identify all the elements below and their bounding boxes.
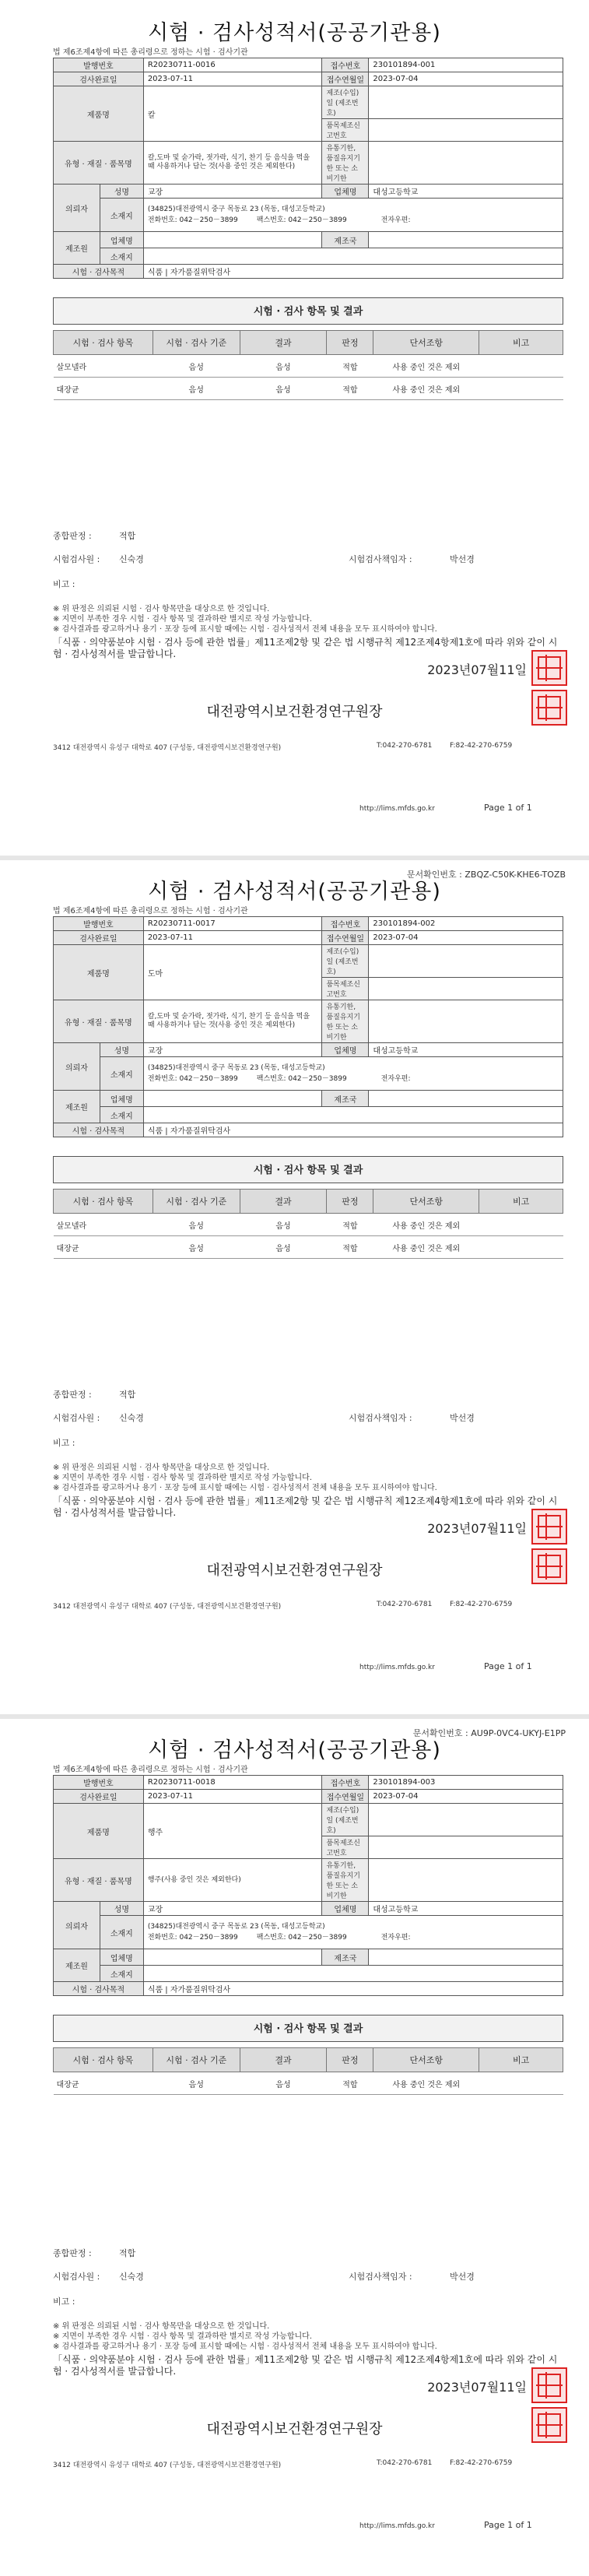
result-verdict: 적합 (327, 1236, 373, 1259)
result-verdict: 적합 (327, 355, 373, 378)
exam-date-label: 검사완료일 (54, 931, 144, 945)
result-note (479, 2072, 563, 2095)
client-address-block (143, 1916, 563, 1949)
maker-company-label: 업체명 (100, 1091, 143, 1107)
result-standard: 음성 (153, 1214, 240, 1236)
receipt-date-label: 접수연월일 (322, 72, 369, 86)
client-fax: 팩스번호: 042－250－3899 (256, 1074, 347, 1083)
maker-import (369, 86, 563, 119)
issuing-organization: 대전광역시보건환경연구원장 (206, 704, 383, 720)
client-address-label: 소재지 (100, 199, 143, 232)
law-line: 법 제6조제4항에 따른 총리령으로 정하는 시험 · 검사기관 (53, 907, 248, 915)
table-row (54, 2072, 563, 2095)
product-label: 제품명 (54, 86, 144, 142)
note-line: ※ 지면이 부족한 경우 시험 · 검사 항목 및 결과하란 별지로 작성 가능합니다. (53, 2332, 313, 2341)
type-value: 칼,도마 및 숟가락, 젓가락, 식기, 찬기 등 음식을 먹을 때 사용하거나 담는 것(사용 중인 것은 제외한다) (143, 142, 322, 185)
inspector-name: 신숙경 (119, 1413, 144, 1423)
maker-import-label: 제조(수입)일 (제조번호) (322, 1804, 369, 1836)
result-header: 비고 (479, 2048, 563, 2072)
expiry-value (369, 1000, 563, 1043)
exam-date: 2023-07-11 (143, 72, 322, 86)
client-company: 대성고등학교 (369, 1902, 563, 1916)
client-address-block (143, 1057, 563, 1091)
result-verdict: 적합 (327, 2072, 373, 2095)
result-verdict: 적합 (327, 1214, 373, 1236)
purpose-label: 시험 · 검사목적 (54, 265, 144, 279)
result-clause: 사용 중인 것은 제외 (373, 1236, 479, 1259)
receipt-date: 2023-07-04 (369, 1790, 563, 1804)
results-table (53, 330, 563, 400)
maker-country (369, 232, 563, 248)
info-table (53, 58, 563, 279)
inspector-label: 시험검사원 : (53, 2272, 100, 2282)
item-report (369, 119, 563, 142)
org-fax: F:82-42-270-6759 (450, 2459, 513, 2467)
result-value: 음성 (240, 355, 327, 378)
note-line: ※ 위 판정은 의뢰된 시험 · 검사 항목만을 대상으로 한 것입니다. (53, 1464, 270, 1472)
lims-url[interactable]: http://lims.mfds.go.kr (359, 805, 435, 813)
result-header: 비고 (479, 1190, 563, 1214)
maker-country (369, 1949, 563, 1966)
notes (53, 604, 437, 634)
result-header: 시험 · 검사 항목 (54, 331, 153, 355)
result-header: 결과 (240, 2048, 327, 2072)
product-name: 칼 (143, 86, 322, 142)
maker-company (143, 1091, 322, 1107)
remarks-label: 비고 : (53, 579, 75, 589)
page-title (0, 16, 589, 46)
lims-url[interactable]: http://lims.mfds.go.kr (359, 1664, 435, 1671)
maker-import-label: 제조(수입)일 (제조번호) (322, 86, 369, 119)
product-name: 행주 (143, 1804, 322, 1859)
type-label: 유형 · 재질 · 품목명 (54, 142, 144, 185)
results-section-title: 시험 · 검사 항목 및 결과 (53, 2015, 563, 2042)
result-value: 음성 (240, 1236, 327, 1259)
results-section-title: 시험 · 검사 항목 및 결과 (53, 297, 563, 325)
note-line: ※ 지면이 부족한 경우 시험 · 검사 항목 및 결과하란 별지로 작성 가능합니다. (53, 615, 313, 624)
client-company-label: 업체명 (322, 1043, 369, 1057)
org-address: 3412 대전광역시 유성구 대학로 407 (구성동, 대전광역시보건환경연구원) (53, 1603, 282, 1611)
receipt-no-label: 접수번호 (322, 58, 369, 72)
notes (53, 2321, 437, 2352)
official-seal (531, 690, 567, 726)
client-fax: 팩스번호: 042－250－3899 (256, 1933, 347, 1942)
result-header: 판정 (327, 2048, 373, 2072)
issue-no-label: 발행번호 (54, 1776, 144, 1790)
note-line: ※ 검사결과를 광고하거나 용기 · 포장 등에 표시할 때에는 시험 · 검사성적서 전체 내용을 모두 표시하여야 합니다. (53, 625, 437, 634)
result-header: 시험 · 검사 항목 (54, 1190, 153, 1214)
result-verdict: 적합 (327, 378, 373, 400)
lims-url[interactable]: http://lims.mfds.go.kr (359, 2522, 435, 2530)
client-label: 의뢰자 (54, 1043, 100, 1091)
item-report-label: 품목제조신고번호 (322, 1836, 369, 1859)
exam-date-label: 검사완료일 (54, 1790, 144, 1804)
receipt-no: 230101894-002 (369, 917, 563, 931)
law-line: 법 제6조제4항에 따른 총리령으로 정하는 시험 · 검사기관 (53, 48, 248, 57)
result-header: 단서조항 (373, 2048, 479, 2072)
result-header: 판정 (327, 331, 373, 355)
client-address-label: 소재지 (100, 1057, 143, 1091)
client-company-label: 업체명 (322, 1902, 369, 1916)
client-label: 의뢰자 (54, 1902, 100, 1949)
official-seal (531, 1509, 567, 1545)
type-label: 유형 · 재질 · 품목명 (54, 1859, 144, 1902)
expiry-value (369, 1859, 563, 1902)
maker-address (143, 1107, 563, 1123)
client-address-label: 소재지 (100, 1916, 143, 1949)
result-header: 단서조항 (373, 331, 479, 355)
page-indicator: Page 1 of 1 (484, 2520, 532, 2530)
result-note (479, 355, 563, 378)
org-address: 3412 대전광역시 유성구 대학로 407 (구성동, 대전광역시보건환경연구원) (53, 2462, 282, 2469)
issuing-organization: 대전광역시보건환경연구원장 (206, 2421, 383, 2437)
doc-confirm-number: 문서확인번호 : AU9P-0VC4-UKYJ-E1PP (412, 1728, 566, 1738)
overall-value: 적합 (119, 2248, 136, 2258)
maker-company-label: 업체명 (100, 232, 143, 248)
note-line: ※ 위 판정은 의뢰된 시험 · 검사 항목만을 대상으로 한 것입니다. (53, 2322, 270, 2331)
report-page (0, 859, 589, 1717)
client-fax: 팩스번호: 042－250－3899 (256, 216, 347, 224)
receipt-date: 2023-07-04 (369, 931, 563, 945)
table-row (54, 1236, 563, 1259)
inspector-label: 시험검사원 : (53, 1413, 100, 1423)
client-name-label: 성명 (100, 1902, 143, 1916)
overall-label: 종합판정 : (53, 2248, 92, 2258)
maker-company-label: 업체명 (100, 1949, 143, 1966)
result-item: 대장균 (54, 2072, 153, 2095)
result-header: 시험 · 검사 기준 (153, 331, 240, 355)
issue-no-label: 발행번호 (54, 58, 144, 72)
issue-no: R20230711-0016 (143, 58, 322, 72)
item-report-label: 품목제조신고번호 (322, 978, 369, 1000)
maker-import-label: 제조(수입)일 (제조번호) (322, 945, 369, 978)
manager-label: 시험검사책임자 : (349, 2272, 412, 2282)
results-table (53, 1189, 563, 1259)
purpose-label: 시험 · 검사목적 (54, 1982, 144, 1996)
inspector-name: 신숙경 (119, 554, 144, 564)
inspector-name: 신숙경 (119, 2272, 144, 2282)
result-value: 음성 (240, 378, 327, 400)
maker-address-label: 소재지 (100, 248, 143, 265)
type-value: 칼,도마 및 숟가락, 젓가락, 식기, 찬기 등 음식을 먹을 때 사용하거나 담는 것(사용 중인 것은 제외한다) (143, 1000, 322, 1043)
type-label: 유형 · 재질 · 품목명 (54, 1000, 144, 1043)
issue-date: 2023년07월11일 (427, 2380, 527, 2395)
purpose-value: 식품 | 자가품질위탁검사 (143, 265, 563, 279)
legal-reference: 「식품 · 의약품분야 시험 · 검사 등에 관한 법률」제11조제2항 및 같은 법 시행규칙 제12조제4항제1호에 따라 위와 같이 시험 · 검사성적서를 발급합니다. (53, 2354, 558, 2377)
client-email: 전자우편: (380, 216, 411, 224)
title-sub: (공공기관용) (317, 1738, 441, 1762)
result-item: 살모넬라 (54, 1214, 153, 1236)
note-line: ※ 지면이 부족한 경우 시험 · 검사 항목 및 결과하란 별지로 작성 가능합니다. (53, 1474, 313, 1482)
product-label: 제품명 (54, 1804, 144, 1859)
doc-confirm-number: 문서확인번호 : ZBQZ-C50K-KHE6-TOZB (406, 870, 566, 880)
manager-label: 시험검사책임자 : (349, 1413, 412, 1423)
expiry-value (369, 142, 563, 185)
remarks-label: 비고 : (53, 2297, 75, 2307)
client-address-block (143, 199, 563, 232)
org-tel: T:042-270-6781 (377, 742, 433, 750)
issue-no-label: 발행번호 (54, 917, 144, 931)
legal-reference: 「식품 · 의약품분야 시험 · 검사 등에 관한 법률」제11조제2항 및 같은 법 시행규칙 제12조제4항제1호에 따라 위와 같이 시험 · 검사성적서를 발급합니다. (53, 637, 558, 659)
official-seal (531, 1548, 567, 1584)
results-section-title: 시험 · 검사 항목 및 결과 (53, 1156, 563, 1183)
org-address: 3412 대전광역시 유성구 대학로 407 (구성동, 대전광역시보건환경연구원) (53, 744, 282, 752)
exam-date: 2023-07-11 (143, 931, 322, 945)
exam-date: 2023-07-11 (143, 1790, 322, 1804)
client-name-label: 성명 (100, 185, 143, 199)
org-fax: F:82-42-270-6759 (450, 1601, 513, 1608)
result-header: 판정 (327, 1190, 373, 1214)
result-header: 시험 · 검사 항목 (54, 2048, 153, 2072)
client-name: 교장 (143, 185, 322, 199)
receipt-no-label: 접수번호 (322, 1776, 369, 1790)
note-line: ※ 검사결과를 광고하거나 용기 · 포장 등에 표시할 때에는 시험 · 검사성적서 전체 내용을 모두 표시하여야 합니다. (53, 2342, 437, 2351)
table-row (54, 355, 563, 378)
receipt-date: 2023-07-04 (369, 72, 563, 86)
manager-name: 박선경 (450, 2272, 475, 2282)
client-company-label: 업체명 (322, 185, 369, 199)
manager-label: 시험검사책임자 : (349, 554, 412, 564)
result-value: 음성 (240, 2072, 327, 2095)
title-main: 시험 · 검사성적서 (148, 880, 318, 904)
expiry-label: 유통기한, 품질유지기한 또는 소비기한 (322, 1000, 369, 1043)
maker-company (143, 232, 322, 248)
client-name: 교장 (143, 1043, 322, 1057)
maker-address (143, 1966, 563, 1982)
maker-address-label: 소재지 (100, 1107, 143, 1123)
manager-name: 박선경 (450, 554, 475, 564)
client-label: 의뢰자 (54, 185, 100, 232)
item-report (369, 1836, 563, 1859)
result-header: 결과 (240, 331, 327, 355)
result-standard: 음성 (153, 378, 240, 400)
receipt-no: 230101894-001 (369, 58, 563, 72)
result-header: 시험 · 검사 기준 (153, 2048, 240, 2072)
result-standard: 음성 (153, 355, 240, 378)
result-header: 결과 (240, 1190, 327, 1214)
client-name: 교장 (143, 1902, 322, 1916)
client-tel: 전화번호: 042－250－3899 (147, 216, 238, 224)
client-name-label: 성명 (100, 1043, 143, 1057)
title-main: 시험 · 검사성적서 (148, 21, 318, 45)
client-tel: 전화번호: 042－250－3899 (147, 1933, 238, 1942)
official-seal (531, 2407, 567, 2443)
manufacturer-label: 제조원 (54, 1091, 100, 1123)
product-label: 제품명 (54, 945, 144, 1000)
table-row (54, 1214, 563, 1236)
result-header: 시험 · 검사 기준 (153, 1190, 240, 1214)
result-value: 음성 (240, 1214, 327, 1236)
type-value: 행주(사용 중인 것은 제외한다) (143, 1859, 322, 1902)
client-address: (34825)대전광역시 중구 목동로 23 (목동, 대성고등학교) (147, 205, 325, 213)
client-address: (34825)대전광역시 중구 목동로 23 (목동, 대성고등학교) (147, 1063, 325, 1072)
org-tel: T:042-270-6781 (377, 2459, 433, 2467)
maker-address (143, 248, 563, 265)
purpose-value: 식품 | 자가품질위탁검사 (143, 1982, 563, 1996)
result-note (479, 1236, 563, 1259)
client-tel: 전화번호: 042－250－3899 (147, 1074, 238, 1083)
manufacturer-label: 제조원 (54, 1949, 100, 1982)
page-indicator: Page 1 of 1 (484, 1661, 532, 1671)
client-email: 전자우편: (380, 1933, 411, 1942)
purpose-label: 시험 · 검사목적 (54, 1123, 144, 1137)
manufacturer-label: 제조원 (54, 232, 100, 265)
receipt-date-label: 접수연월일 (322, 1790, 369, 1804)
note-line: ※ 위 판정은 의뢰된 시험 · 검사 항목만을 대상으로 한 것입니다. (53, 605, 270, 613)
note-line: ※ 검사결과를 광고하거나 용기 · 포장 등에 표시할 때에는 시험 · 검사성적서 전체 내용을 모두 표시하여야 합니다. (53, 1484, 437, 1492)
title-sub: (공공기관용) (317, 880, 441, 904)
result-clause: 사용 중인 것은 제외 (373, 2072, 479, 2095)
maker-import (369, 945, 563, 978)
overall-value: 적합 (119, 531, 136, 541)
title-sub: (공공기관용) (317, 21, 441, 45)
receipt-no: 230101894-003 (369, 1776, 563, 1790)
overall-value: 적합 (119, 1390, 136, 1400)
result-note (479, 378, 563, 400)
maker-import (369, 1804, 563, 1836)
overall-label: 종합판정 : (53, 531, 92, 541)
table-row (54, 378, 563, 400)
official-seal (531, 2367, 567, 2403)
maker-country (369, 1091, 563, 1107)
issue-date: 2023년07월11일 (427, 1521, 527, 1536)
report-page (0, 1717, 589, 2576)
remarks-label: 비고 : (53, 1438, 75, 1448)
expiry-label: 유통기한, 품질유지기한 또는 소비기한 (322, 1859, 369, 1902)
manager-name: 박선경 (450, 1413, 475, 1423)
law-line: 법 제6조제4항에 따른 총리령으로 정하는 시험 · 검사기관 (53, 1766, 248, 1774)
expiry-label: 유통기한, 품질유지기한 또는 소비기한 (322, 142, 369, 185)
result-header: 단서조항 (373, 1190, 479, 1214)
exam-date-label: 검사완료일 (54, 72, 144, 86)
item-report (369, 978, 563, 1000)
client-email: 전자우편: (380, 1074, 411, 1083)
result-clause: 사용 중인 것은 제외 (373, 1214, 479, 1236)
result-header: 비고 (479, 331, 563, 355)
legal-reference: 「식품 · 의약품분야 시험 · 검사 등에 관한 법률」제11조제2항 및 같은 법 시행규칙 제12조제4항제1호에 따라 위와 같이 시험 · 검사성적서를 발급합니다. (53, 1495, 558, 1518)
org-fax: F:82-42-270-6759 (450, 742, 513, 750)
issuing-organization: 대전광역시보건환경연구원장 (206, 1562, 383, 1579)
result-note (479, 1214, 563, 1236)
product-name: 도마 (143, 945, 322, 1000)
maker-company (143, 1949, 322, 1966)
results-table (53, 2047, 563, 2095)
page-indicator: Page 1 of 1 (484, 803, 532, 813)
official-seal (531, 650, 567, 686)
client-address: (34825)대전광역시 중구 목동로 23 (목동, 대성고등학교) (147, 1922, 325, 1931)
client-company: 대성고등학교 (369, 1043, 563, 1057)
maker-address-label: 소재지 (100, 1966, 143, 1982)
receipt-date-label: 접수연월일 (322, 931, 369, 945)
client-company: 대성고등학교 (369, 185, 563, 199)
issue-no: R20230711-0017 (143, 917, 322, 931)
result-standard: 음성 (153, 1236, 240, 1259)
title-main: 시험 · 검사성적서 (148, 1738, 318, 1762)
page-title (0, 1733, 589, 1763)
maker-country-label: 제조국 (322, 232, 369, 248)
info-table (53, 1775, 563, 1996)
result-item: 대장균 (54, 378, 153, 400)
maker-country-label: 제조국 (322, 1091, 369, 1107)
info-table (53, 916, 563, 1137)
inspector-label: 시험검사원 : (53, 554, 100, 564)
result-item: 대장균 (54, 1236, 153, 1259)
result-standard: 음성 (153, 2072, 240, 2095)
result-clause: 사용 중인 것은 제외 (373, 378, 479, 400)
purpose-value: 식품 | 자가품질위탁검사 (143, 1123, 563, 1137)
receipt-no-label: 접수번호 (322, 917, 369, 931)
issue-no: R20230711-0018 (143, 1776, 322, 1790)
page-title (0, 874, 589, 905)
page-divider (0, 1714, 589, 1719)
org-tel: T:042-270-6781 (377, 1601, 433, 1608)
page-divider (0, 856, 589, 860)
maker-country-label: 제조국 (322, 1949, 369, 1966)
issue-date: 2023년07월11일 (427, 662, 527, 677)
overall-label: 종합판정 : (53, 1390, 92, 1400)
notes (53, 1463, 437, 1493)
result-clause: 사용 중인 것은 제외 (373, 355, 479, 378)
result-item: 살모넬라 (54, 355, 153, 378)
item-report-label: 품목제조신고번호 (322, 119, 369, 142)
report-page (0, 0, 589, 859)
